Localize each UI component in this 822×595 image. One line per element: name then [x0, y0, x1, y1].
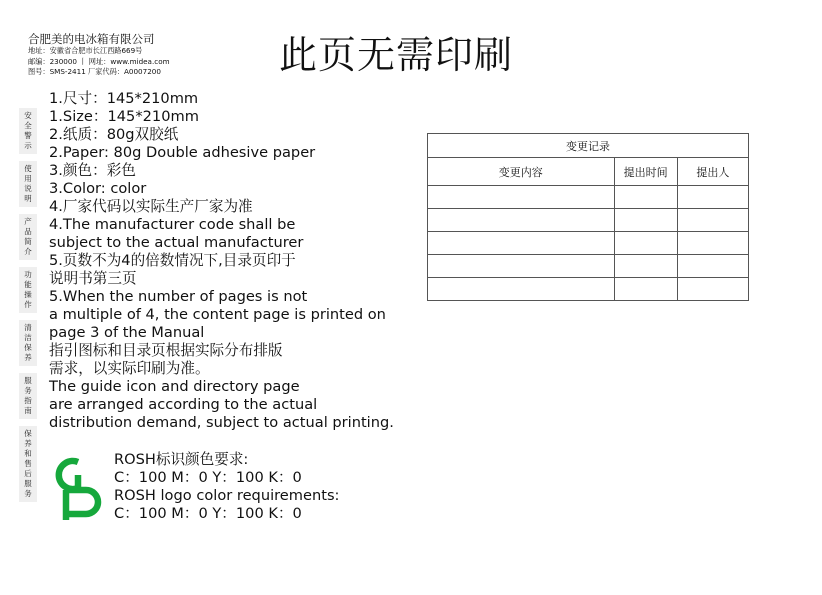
table-cell[interactable] [614, 255, 677, 278]
spec-line: page 3 of the Manual [49, 324, 205, 341]
table-cell[interactable] [428, 209, 615, 232]
table-row [428, 186, 749, 209]
spec-line: 2.纸质：80g双胶纸 [49, 126, 179, 143]
table-cell[interactable] [428, 186, 615, 209]
company-postcode-website: 邮编：230000 丨 网址：www.midea.com [28, 56, 170, 66]
side-tab-4: 清 洁 保 养 [19, 320, 37, 366]
table-row [428, 255, 749, 278]
rosh-cn-value: C：100 M：0 Y：100 K：0 [114, 469, 302, 486]
change-record-table [427, 133, 749, 301]
table-row [428, 232, 749, 255]
spec-line: 3.颜色：彩色 [49, 162, 136, 179]
table-cell[interactable] [428, 278, 615, 301]
table-cell[interactable] [614, 278, 677, 301]
side-tab-3: 功 能 操 作 [19, 267, 37, 313]
spec-list [49, 90, 409, 432]
table-cell[interactable] [614, 209, 677, 232]
spec-line: 1.Size：145*210mm [49, 108, 199, 125]
spec-line: 需求，以实际印刷为准。 [49, 360, 210, 377]
table-cell[interactable] [677, 278, 748, 301]
spec-line: are arranged according to the actual [49, 396, 318, 413]
spec-line: 指引图标和目录页根据实际分布排版 [49, 342, 283, 359]
rosh-en-label: ROSH logo color requirements: [114, 487, 340, 504]
side-tab-6: 保 养 和 售 后 服 务 [19, 426, 37, 502]
company-address: 地址：安徽省合肥市长江西路669号 [28, 46, 143, 55]
table-cell[interactable] [428, 232, 615, 255]
table-cell[interactable] [614, 232, 677, 255]
change-record-title: 变更记录 [428, 134, 749, 158]
company-name: 合肥美的电冰箱有限公司 [28, 32, 155, 46]
spec-line: distribution demand, subject to actual printing. [49, 414, 394, 431]
table-cell[interactable] [677, 232, 748, 255]
spec-line: 5.When the number of pages is not [49, 288, 308, 305]
rosh-en-value: C：100 M：0 Y：100 K：0 [114, 505, 302, 522]
spec-line: 说明书第三页 [49, 270, 137, 287]
column-header: 提出时间 [614, 158, 677, 186]
rosh-cn-label: ROSH标识颜色要求: [114, 451, 249, 468]
column-header: 变更内容 [428, 158, 615, 186]
company-model-code: 图号：SMS-2411 厂家代码：A0007200 [28, 67, 161, 76]
table-row [428, 209, 749, 232]
table-cell[interactable] [428, 255, 615, 278]
spec-line: 5.页数不为4的倍数情况下,目录页印于 [49, 252, 296, 269]
table-cell[interactable] [677, 255, 748, 278]
spec-line: 1.尺寸：145*210mm [49, 90, 199, 107]
rosh-logo-icon [48, 454, 104, 524]
side-tab-2: 产 品 简 介 [19, 214, 37, 260]
spec-line: a multiple of 4, the content page is printed on [49, 306, 386, 323]
company-info [28, 32, 170, 78]
side-tab-strip [19, 108, 37, 509]
spec-line: subject to the actual manufacturer [49, 234, 304, 251]
page-title: 此页无需印刷 [279, 33, 514, 77]
spec-line: 3.Color: color [49, 180, 147, 197]
spec-line: 4.厂家代码以实际生产厂家为准 [49, 198, 253, 215]
spec-line: 2.Paper: 80g Double adhesive paper [49, 144, 316, 161]
table-cell[interactable] [614, 186, 677, 209]
spec-line: 4.The manufacturer code shall be [49, 216, 296, 233]
table-cell[interactable] [677, 186, 748, 209]
table-cell[interactable] [677, 209, 748, 232]
spec-line: The guide icon and directory page [49, 378, 300, 395]
column-header: 提出人 [677, 158, 748, 186]
table-row [428, 278, 749, 301]
side-tab-1: 使 用 说 明 [19, 161, 37, 207]
side-tab-0: 安 全 警 示 [19, 108, 37, 154]
side-tab-5: 服 务 指 南 [19, 373, 37, 419]
